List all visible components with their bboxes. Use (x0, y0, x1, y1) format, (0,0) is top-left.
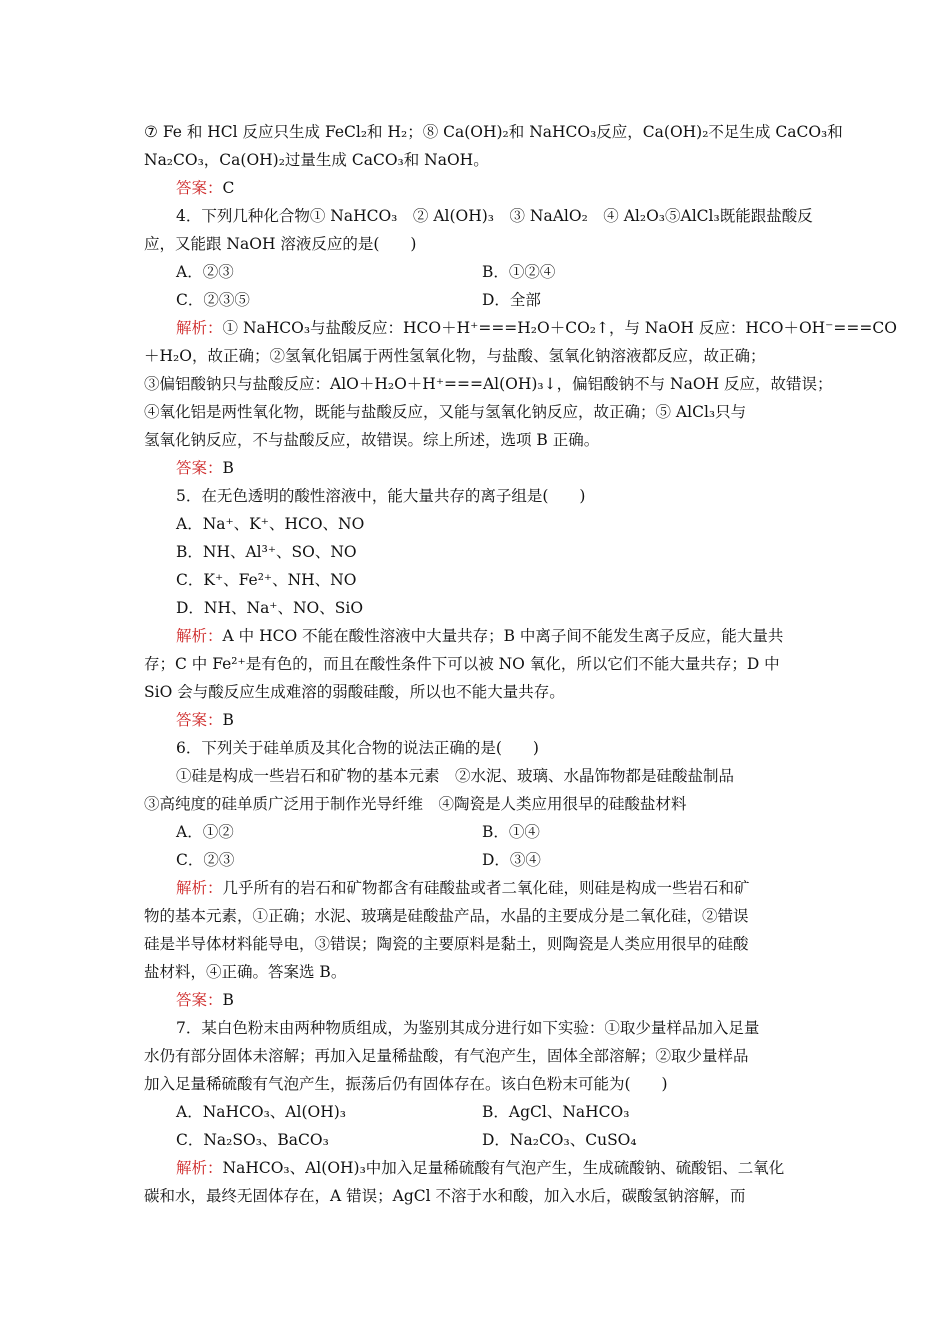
option: B．①④ (482, 823, 540, 841)
analysis-text: A 中 HCO 不能在酸性溶液中大量共存；B 中离子间不能发生离子反应，能大量共 (222, 627, 784, 645)
option: C．②③ (176, 851, 235, 869)
text-line: 氢氧化钠反应，不与盐酸反应，故错误。综上所述，选项 B 正确。 (144, 431, 600, 449)
option-row (144, 846, 816, 874)
text-line: 硅是半导体材料能导电，③错误；陶瓷的主要原料是黏土，则陶瓷是人类应用很早的硅酸 (144, 935, 749, 953)
text-line: ⑦ Fe 和 HCl 反应只生成 FeCl₂和 H₂；⑧ Ca(OH)₂和 NaHCO₃反应，Ca(OH)₂不足生成 CaCO₃和 (144, 123, 843, 141)
answer-line (144, 454, 816, 482)
option-row (144, 818, 816, 846)
question-6-stem: 6．下列关于硅单质及其化合物的说法正确的是( ) (176, 739, 539, 757)
text-line: ①硅是构成一些岩石和矿物的基本元素 ②水泥、玻璃、水晶饰物都是硅酸盐制品 (176, 767, 735, 785)
option: A．NaHCO₃、Al(OH)₃ (176, 1103, 346, 1121)
text-line: Na₂CO₃，Ca(OH)₂过量生成 CaCO₃和 NaOH。 (144, 151, 489, 169)
option: B．①②④ (482, 263, 556, 281)
analysis-text: NaHCO₃、Al(OH)₃中加入足量稀硫酸有气泡产生，生成硫酸钠、硫酸铝、二氧化 (222, 1159, 785, 1177)
option-row (144, 1126, 816, 1154)
answer-line (144, 174, 816, 202)
option: D．③④ (482, 851, 541, 869)
option: D．NH、Na⁺、NO、SiO (176, 599, 364, 617)
option: D．全部 (482, 291, 541, 309)
option: B．AgCl、NaHCO₃ (482, 1103, 630, 1121)
question-5-stem: 5．在无色透明的酸性溶液中，能大量共存的离子组是( ) (176, 487, 586, 505)
text-line: 水仍有部分固体未溶解；再加入足量稀盐酸，有气泡产生，固体全部溶解；②取少量样品 (144, 1047, 749, 1065)
option: D．Na₂CO₃、CuSO₄ (482, 1131, 637, 1149)
text-line: 物的基本元素，①正确；水泥、玻璃是硅酸盐产品，水晶的主要成分是二氧化硅，②错误 (144, 907, 749, 925)
answer-value: B (222, 459, 234, 477)
answer-label: 答案： (176, 459, 223, 477)
text-line: 碳和水，最终无固体存在，A 错误；AgCl 不溶于水和酸，加入水后，碳酸氢钠溶解，而 (144, 1187, 746, 1205)
analysis-text: 几乎所有的岩石和矿物都含有硅酸盐或者二氧化硅，则硅是构成一些岩石和矿 (222, 879, 750, 897)
text-line: ③高纯度的硅单质广泛用于制作光导纤维 ④陶瓷是人类应用很早的硅酸盐材料 (144, 795, 687, 813)
text-line: ④氧化铝是两性氧化物，既能与盐酸反应，又能与氢氧化钠反应，故正确；⑤ AlCl₃只与 (144, 403, 747, 421)
question-7-stem: 7．某白色粉末由两种物质组成，为鉴别其成分进行如下实验：①取少量样品加入足量 (176, 1019, 760, 1037)
analysis-label: 解析： (176, 319, 223, 337)
analysis-line (144, 622, 816, 650)
option-row (144, 258, 816, 286)
text-line: 应，又能跟 NaOH 溶液反应的是( ) (144, 235, 417, 253)
option: A．②③ (176, 263, 234, 281)
answer-value: B (222, 711, 234, 729)
text-line: SiO 会与酸反应生成难溶的弱酸硅酸，所以也不能大量共存。 (144, 683, 565, 701)
text-line: 盐材料，④正确。答案选 B。 (144, 963, 347, 981)
text-line: ③偏铝酸钠只与盐酸反应：AlO＋H₂O＋H⁺===Al(OH)₃↓，偏铝酸钠不与 NaOH 反应，故错误； (144, 375, 833, 393)
analysis-line (144, 314, 897, 342)
answer-line (144, 706, 816, 734)
option: B．NH、Al³⁺、SO、NO (176, 543, 357, 561)
option: A．①② (176, 823, 234, 841)
answer-line (144, 986, 816, 1014)
question-4-stem: 4．下列几种化合物① NaHCO₃ ② Al(OH)₃ ③ NaAlO₂ ④ Al₂O₃⑤AlCl₃既能跟盐酸反 (176, 207, 813, 225)
answer-label: 答案： (176, 179, 223, 197)
option-row (144, 286, 816, 314)
answer-label: 答案： (176, 711, 223, 729)
answer-label: 答案： (176, 991, 223, 1009)
text-line: ＋H₂O，故正确；②氢氧化铝属于两性氢氧化物，与盐酸、氢氧化钠溶液都反应，故正确； (144, 347, 766, 365)
option: C．K⁺、Fe²⁺、NH、NO (176, 571, 357, 589)
option: C．Na₂SO₃、BaCO₃ (176, 1131, 329, 1149)
analysis-text: ① NaHCO₃与盐酸反应：HCO＋H⁺===H₂O＋CO₂↑，与 NaOH 反应：HCO＋OH⁻===CO (222, 319, 897, 337)
answer-value: C (222, 179, 235, 197)
analysis-label: 解析： (176, 879, 223, 897)
page-content (144, 118, 897, 1210)
option: C．②③⑤ (176, 291, 250, 309)
answer-value: B (222, 991, 234, 1009)
option: A．Na⁺、K⁺、HCO、NO (176, 515, 365, 533)
analysis-line (144, 1154, 816, 1182)
analysis-label: 解析： (176, 1159, 223, 1177)
option-row (144, 1098, 816, 1126)
text-line: 加入足量稀硫酸有气泡产生，振荡后仍有固体存在。该白色粉末可能为( ) (144, 1075, 668, 1093)
analysis-label: 解析： (176, 627, 223, 645)
analysis-line (144, 874, 816, 902)
text-line: 存；C 中 Fe²⁺是有色的，而且在酸性条件下可以被 NO 氧化，所以它们不能大量共存；D 中 (144, 655, 780, 673)
